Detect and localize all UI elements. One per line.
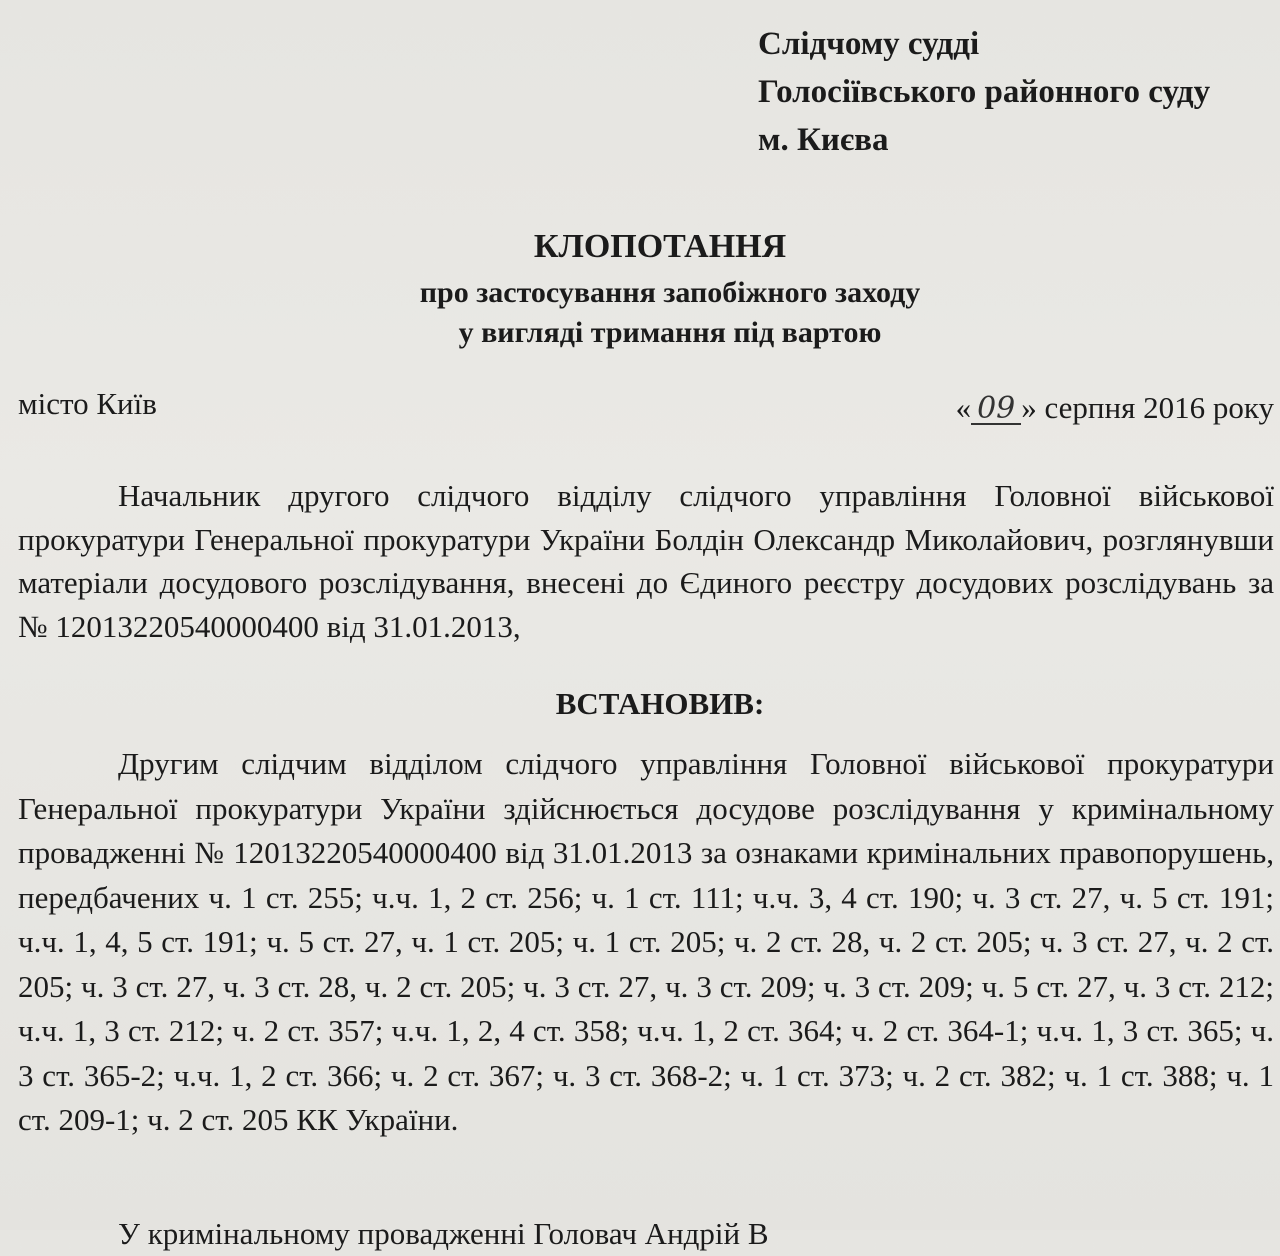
section-heading: ВСТАНОВИВ:	[555, 686, 765, 721]
date-month-year: серпня 2016 року	[1044, 390, 1274, 425]
date-day-handwritten: 09	[971, 395, 1021, 425]
date-close-quote: »	[1021, 390, 1037, 425]
addressee-line-1: Слідчому судді	[758, 26, 980, 62]
body-paragraph: Другим слідчим відділом слідчого управління Головної військової прокуратури Генеральної прокуратури України здійснюється досудове розслідування у кримінальному провадженні № 12013220540000400 від 31.01.2013 за ознаками кримінальних правопорушень, передбачених ч. 1 ст. 255; ч.ч. 1, 2 ст. 256; ч. 1 ст. 111; ч.ч. 3, 4 ст. 190; ч. 3 ст. 27, ч. 5 ст. 191; ч.ч. 1, 4, 5 ст. 191; ч. 5 ст. 27, ч. 1 ст. 205; ч. 1 ст. 205; ч. 2 ст. 28, ч. 2 ст. 205; ч. 3 ст. 27, ч. 2 ст. 205; ч. 3 ст. 27, ч. 3 ст. 28, ч. 2 ст. 205; ч. 3 ст. 27, ч. 3 ст. 209; ч. 3 ст. 209; ч. 5 ст. 27, ч. 3 ст. 212; ч.ч. 1, 3 ст. 212; ч. 2 ст. 357; ч.ч. 1, 2, 4 ст. 358; ч.ч. 1, 2 ст. 364; ч. 2 ст. 364-1; ч.ч. 1, 3 ст. 365; ч. 3 ст. 365-2; ч.ч. 1, 2 ст. 366; ч. 2 ст. 367; ч. 3 ст. 368-2; ч. 1 ст. 373; ч. 2 ст. 382; ч. 1 ст. 388; ч. 1 ст. 209-1; ч. 2 ст. 205 КК України.	[18, 746, 1274, 1137]
place-of-issue: місто Київ	[18, 386, 157, 421]
addressee-line-2: Голосіївського районного суду	[758, 74, 1211, 110]
document-subtitle-1: про застосування запобіжного заходу	[419, 276, 921, 309]
addressee-line-3: м. Києва	[758, 122, 889, 158]
document-subtitle-2: у вигляді тримання під вартою	[458, 316, 882, 349]
document-title: КЛОПОТАННЯ	[533, 228, 787, 265]
body-paragraph-cut: У кримінальному провадженні Головач Андрій В	[118, 1216, 769, 1251]
intro-paragraph: Начальник другого слідчого відділу слідчого управління Головної військової прокуратури Генеральної прокуратури України Болдін Олександр Миколайович, розглянувши матеріали досудового розслідування, внесені до Єдиного реєстру досудових розслідувань за № 12013220540000400 від 31.01.2013,	[18, 478, 1274, 644]
document-date	[956, 390, 1274, 426]
date-open-quote: «	[955, 390, 972, 425]
addressee-block	[758, 20, 1210, 164]
